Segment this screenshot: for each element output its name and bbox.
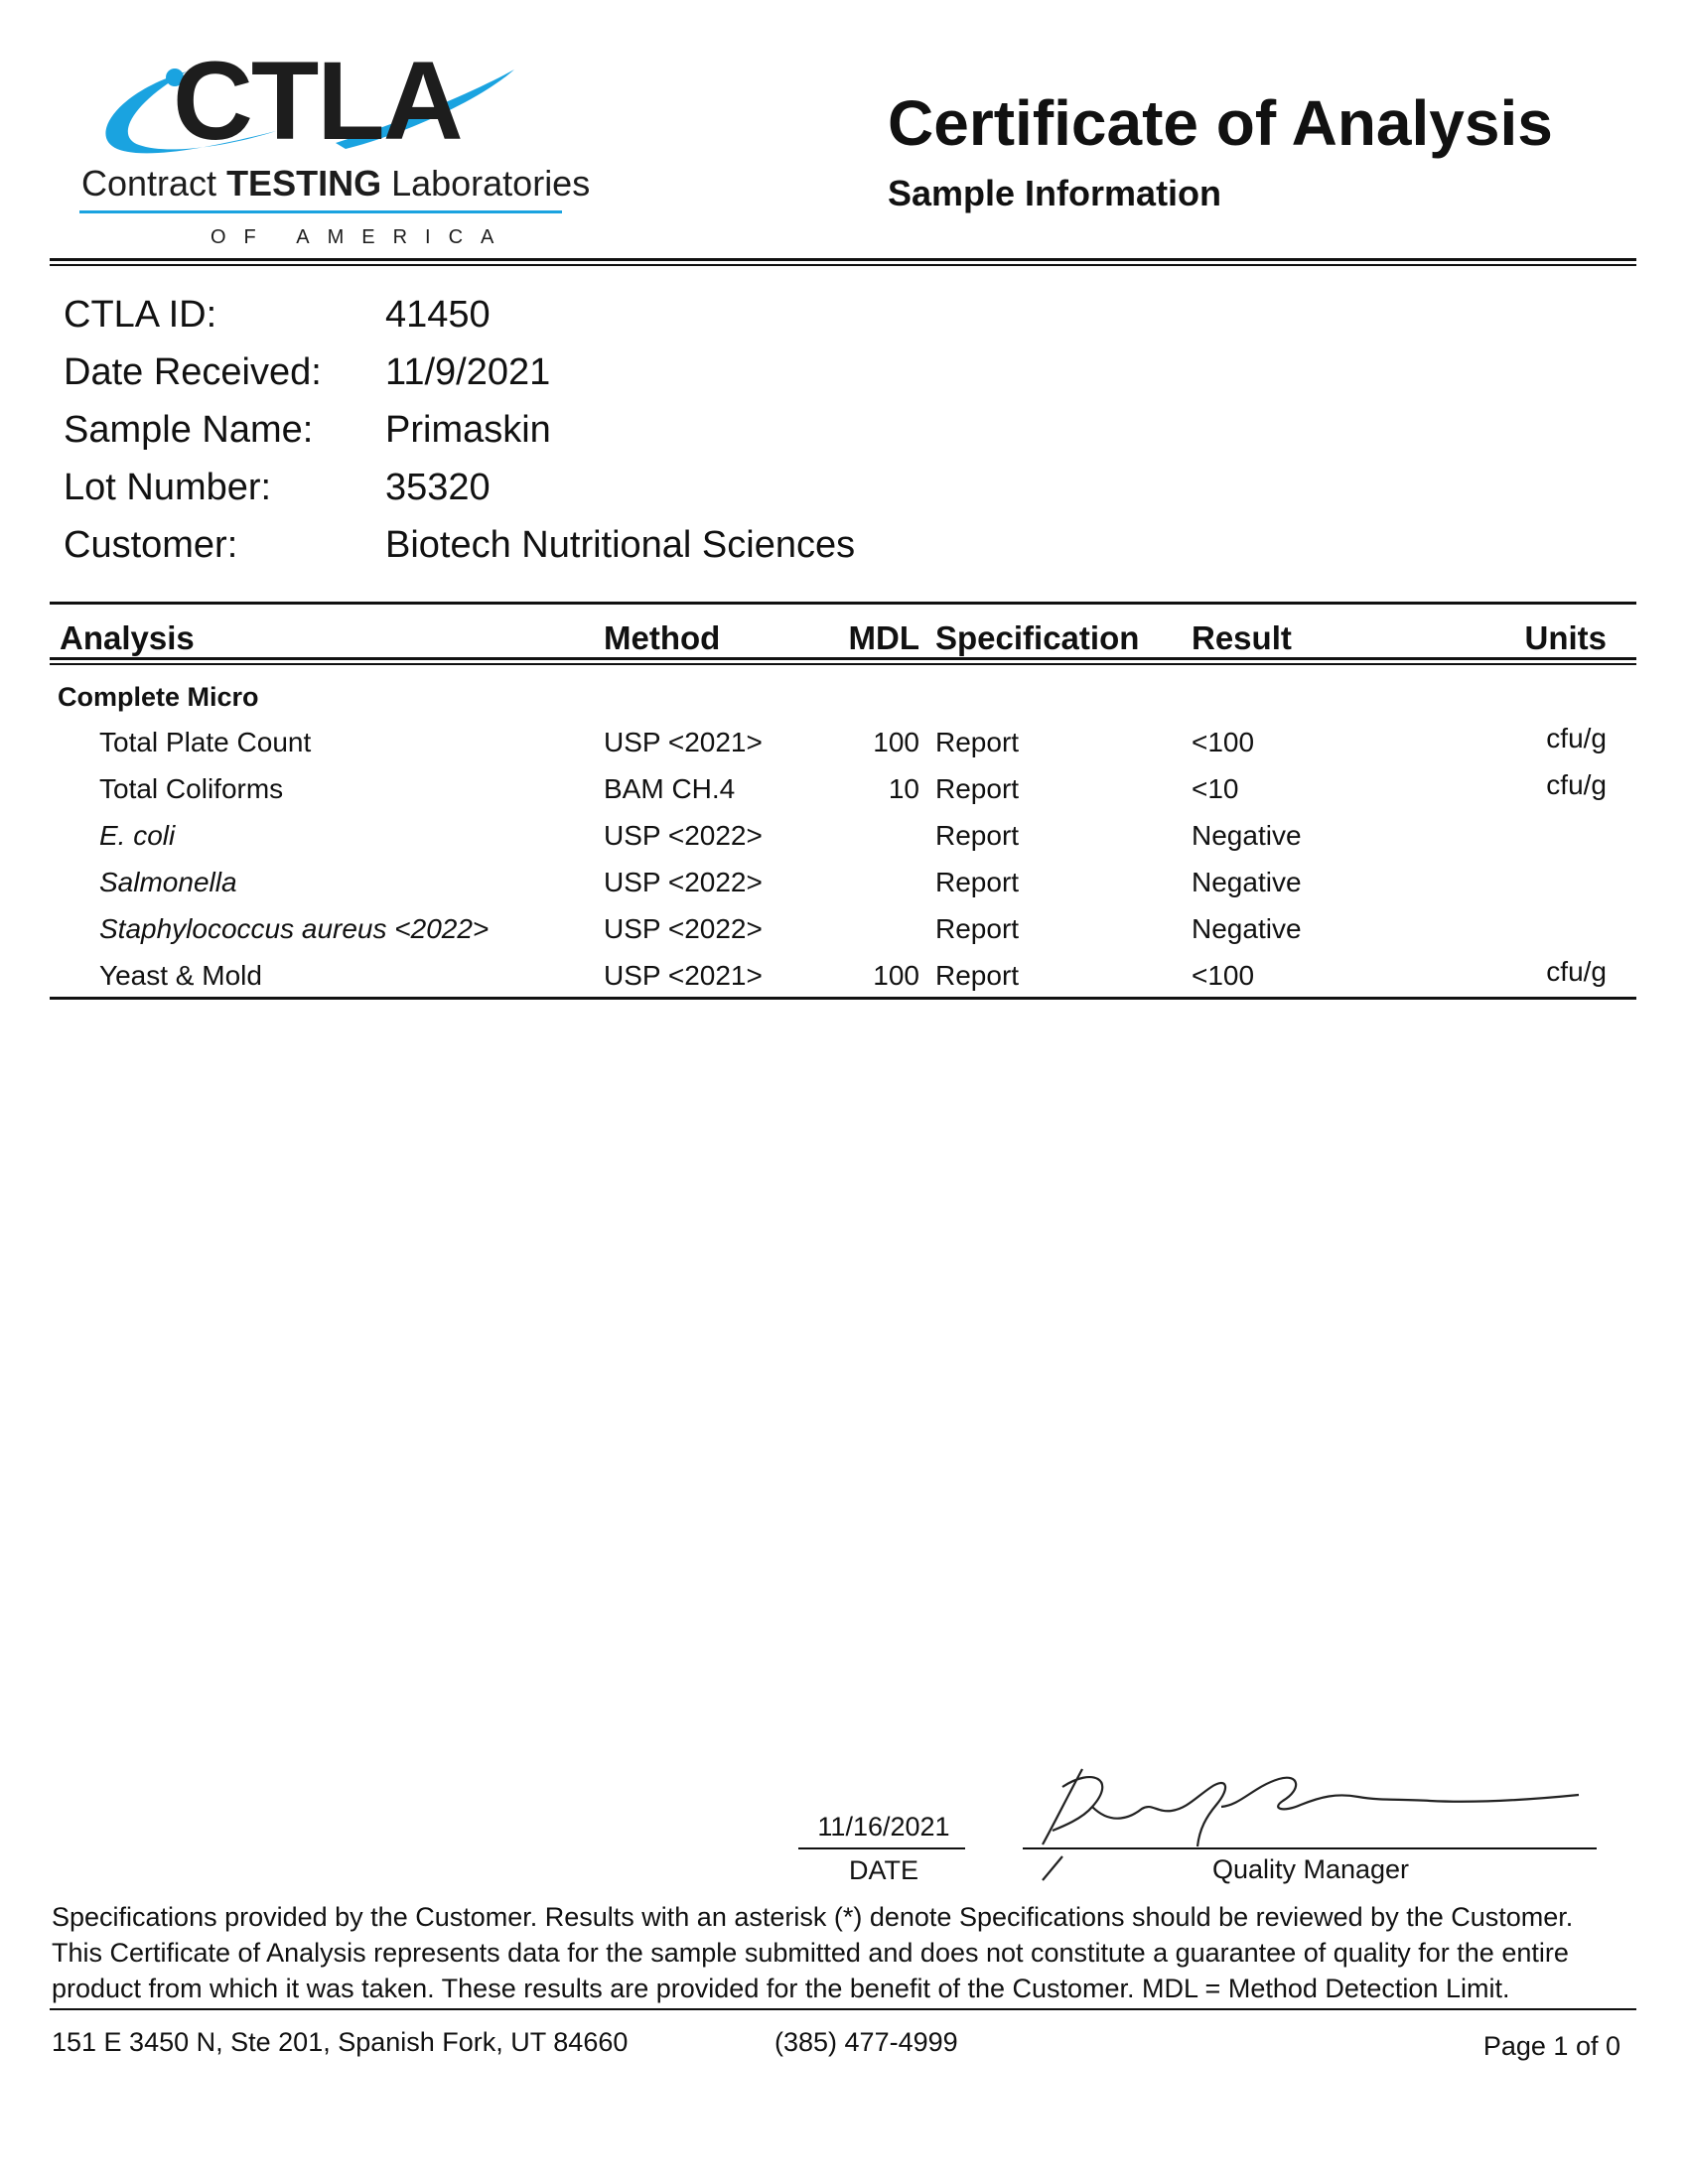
- sample-name-label: Sample Name:: [64, 409, 314, 451]
- date-received-value: 11/9/2021: [385, 351, 551, 393]
- document-subtitle: Sample Information: [888, 173, 1222, 213]
- section-title: Complete Micro: [58, 682, 259, 712]
- table-row-mdl: 100: [873, 960, 919, 991]
- signature-date: 11/16/2021: [817, 1812, 950, 1842]
- table-row-analysis: Total Plate Count: [99, 727, 312, 757]
- table-row-specification: Report: [935, 820, 1020, 851]
- table-header-rule: [50, 657, 1636, 660]
- document-title: Certificate of Analysis: [888, 87, 1553, 159]
- header-divider-secondary: [50, 264, 1636, 266]
- col-header-mdl: MDL: [848, 619, 919, 656]
- ctla-id-label: CTLA ID:: [64, 294, 217, 336]
- footer-phone: (385) 477-4999: [774, 2027, 958, 2057]
- signature-line: [1023, 1847, 1597, 1849]
- company-logo: [77, 39, 591, 260]
- table-row-result: <100: [1192, 727, 1255, 757]
- table-row-method: USP <2021>: [604, 727, 763, 757]
- table-row-analysis: E. coli: [99, 820, 176, 851]
- table-row-units: cfu/g: [1546, 769, 1607, 800]
- lot-number-value: 35320: [385, 467, 491, 508]
- table-row-analysis: Salmonella: [99, 867, 237, 897]
- customer-value: Biotech Nutritional Sciences: [385, 524, 856, 566]
- footer-divider: [50, 2008, 1636, 2010]
- page-number: Page 1 of 0: [1482, 2031, 1620, 2061]
- table-bottom-rule: [50, 997, 1636, 1000]
- footer-address: 151 E 3450 N, Ste 201, Spanish Fork, UT 84660: [52, 2027, 629, 2057]
- table-row-specification: Report: [935, 867, 1020, 897]
- table-row-specification: Report: [935, 727, 1020, 757]
- disclaimer-line: This Certificate of Analysis represents data for the sample submitted and does not constitute a guarantee of quality for the entire: [52, 1938, 1569, 1968]
- signature-role: Quality Manager: [1211, 1854, 1410, 1884]
- table-row-method: USP <2022>: [604, 913, 763, 944]
- col-header-specification: Specification: [935, 619, 1140, 656]
- table-row-result: Negative: [1192, 867, 1302, 897]
- date-received-label: Date Received:: [64, 351, 322, 393]
- sample-name-value: Primaskin: [385, 409, 551, 451]
- disclaimer: [52, 1899, 1640, 2006]
- logo-country: OF AMERICA: [211, 226, 512, 248]
- disclaimer-line: product from which it was taken. These results are provided for the benefit of the Customer. MDL = Method Detection Limit.: [52, 1974, 1510, 2003]
- lot-number-label: Lot Number:: [64, 467, 272, 508]
- table-row-analysis: Total Coliforms: [99, 773, 284, 804]
- table-header-rule-secondary: [50, 663, 1636, 665]
- col-header-units: Units: [1524, 619, 1607, 656]
- logo-underline: [79, 210, 562, 213]
- table-row-units: cfu/g: [1546, 723, 1607, 753]
- disclaimer-line: Specifications provided by the Customer. Results with an asterisk (*) denote Specifications should be reviewed by the Customer.: [52, 1902, 1574, 1932]
- header-divider: [50, 258, 1636, 261]
- table-row-method: BAM CH.4: [604, 773, 736, 804]
- table-row-units: cfu/g: [1546, 956, 1607, 987]
- table-row-method: USP <2022>: [604, 820, 763, 851]
- ctla-id-value: 41450: [385, 294, 491, 336]
- table-row-method: USP <2021>: [604, 960, 763, 991]
- table-row-specification: Report: [935, 960, 1020, 991]
- customer-label: Customer:: [64, 524, 238, 566]
- table-row-result: <100: [1192, 960, 1255, 991]
- table-row-analysis: Yeast & Mold: [99, 960, 262, 991]
- table-row-mdl: 10: [888, 773, 919, 804]
- table-row-result: Negative: [1192, 913, 1302, 944]
- table-row-result: Negative: [1192, 820, 1302, 851]
- date-line: [798, 1847, 965, 1849]
- table-top-rule: [50, 602, 1636, 605]
- table-row-specification: Report: [935, 913, 1020, 944]
- table-row-mdl: 100: [873, 727, 919, 757]
- col-header-result: Result: [1192, 619, 1292, 656]
- col-header-analysis: Analysis: [60, 619, 195, 656]
- col-header-method: Method: [604, 619, 721, 656]
- signature-date-label: DATE: [848, 1855, 918, 1885]
- table-row-result: <10: [1192, 773, 1239, 804]
- logo-subtitle: Contract TESTING Laboratories: [81, 163, 591, 204]
- table-row-method: USP <2022>: [604, 867, 763, 897]
- table-row-specification: Report: [935, 773, 1020, 804]
- logo-wordmark: CTLA: [173, 39, 462, 163]
- table-row-analysis: Staphylococcus aureus <2022>: [99, 913, 490, 944]
